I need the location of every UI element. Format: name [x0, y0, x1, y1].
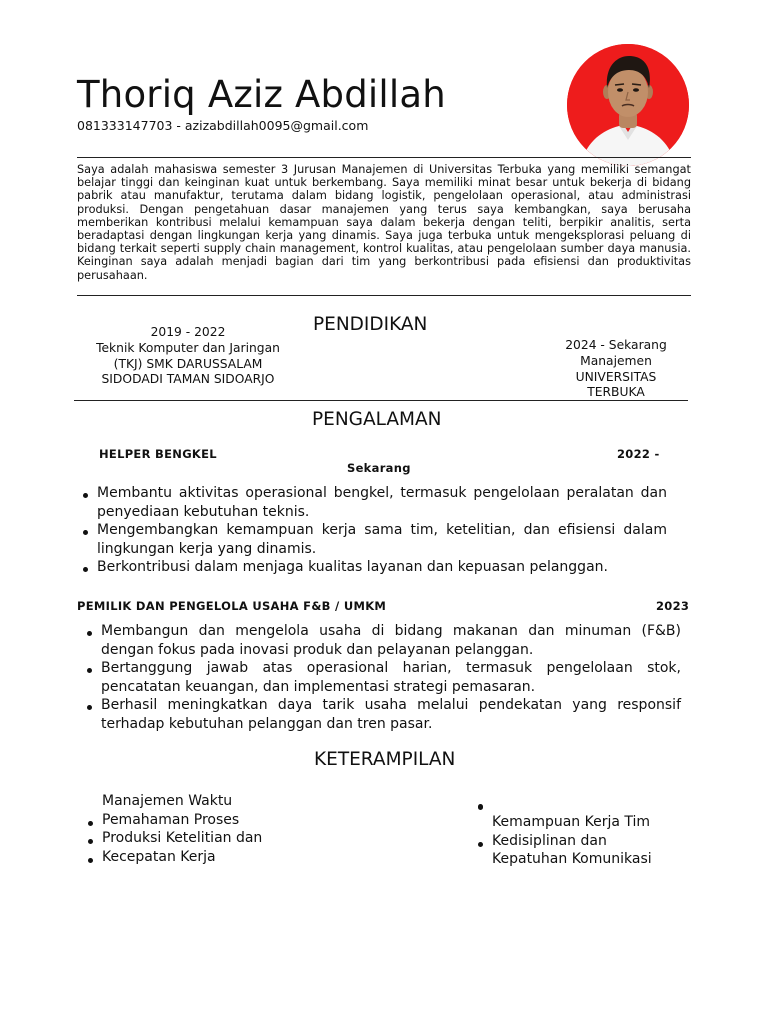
list-item: Membantu aktivitas operasional bengkel, termasuk pengelolaan peralatan dan penyediaan kebutuhan teknis.	[97, 484, 667, 521]
skill-item	[492, 794, 652, 813]
list-item: Bertanggung jawab atas operasional harian, termasuk pengelolaan stok, pencatatan keuangan, dan implementasi strategi pemasaran.	[101, 659, 681, 696]
job-years: 2022 -	[617, 447, 660, 461]
education-years: 2024 - Sekarang	[565, 338, 667, 352]
education-detail: SIDODADI TAMAN SIDOARJO	[101, 372, 275, 387]
job1-duties	[97, 484, 667, 577]
job2-duties	[101, 622, 681, 734]
job-title-helper-bengkel: HELPER BENGKEL	[99, 447, 217, 461]
skills-heading: KETERAMPILAN	[314, 749, 456, 770]
job-title-umkm: PEMILIK DAN PENGELOLA USAHA F&B / UMKM	[77, 599, 387, 613]
education-detail: UNIVERSITAS	[575, 369, 657, 384]
education-heading: PENDIDIKAN	[313, 314, 428, 335]
summary-divider	[77, 295, 691, 296]
contact-info: 081333147703 - azizabdillah0095@gmail.com	[77, 118, 369, 133]
education-detail: (TKJ) SMK DARUSSALAM	[113, 356, 263, 371]
skill-item: Kecepatan Kerja	[102, 848, 262, 867]
job-years-continued: Sekarang	[347, 461, 411, 475]
skills-right-column	[492, 794, 652, 869]
skill-item: Pemahaman Proses	[102, 811, 262, 830]
candidate-name: Thoriq Aziz Abdillah	[77, 73, 446, 116]
education-detail: TERBUKA	[587, 385, 645, 400]
profile-summary: Saya adalah mahasiswa semester 3 Jurusan Manajemen di Universitas Terbuka yang memiliki semangat belajar tinggi dan keinginan kuat untuk berkembang. Saya memiliki minat besar untuk bekerja di bidang pabrik atau manufaktur, terutama dalam bidang logistik, pengelolaan operasional, atau administrasi produksi. Dengan pengetahuan dasar manajemen yang terus saya kembangkan, saya berusaha memberikan kontribusi melalui kemampuan saya dalam bekerja dengan teliti, berpikir analitis, serta beradaptasi dengan lingkungan kerja yang dinamis. Saya juga terbuka untuk mengeksplorasi peluang di bidang terkait seperti supply chain management, kontrol kualitas, atau pengelolaan sumber daya manusia. Keinginan saya adalah menjadi bagian dari tim yang berkontribusi pada efisiensi dan produktivitas perusahaan.	[77, 163, 691, 282]
education-years: 2019 - 2022	[150, 325, 226, 339]
experience-heading: PENGALAMAN	[312, 409, 442, 430]
education-divider	[74, 400, 688, 401]
education-entry-smk	[78, 325, 298, 388]
list-item: Berkontribusi dalam menjaga kualitas layanan dan kepuasan pelanggan.	[97, 558, 667, 577]
list-item: Membangun dan mengelola usaha di bidang makanan dan minuman (F&B) dengan fokus pada inovasi produk dan pelayanan pelanggan.	[101, 622, 681, 659]
education-detail: Manajemen	[580, 353, 652, 368]
list-item: Mengembangkan kemampuan kerja sama tim, ketelitian, dan efisiensi dalam lingkungan kerja yang dinamis.	[97, 521, 667, 558]
skill-item: Kepatuhan Komunikasi	[492, 851, 652, 868]
education-entry-university	[558, 338, 674, 401]
person-portrait-icon	[567, 44, 689, 166]
skill-item: Kemampuan Kerja Tim	[492, 813, 652, 832]
job-years: 2023	[656, 599, 690, 613]
list-item: Berhasil meningkatkan daya tarik usaha melalui pendekatan yang responsif terhadap kebutuhan pelanggan dan tren pasar.	[101, 696, 681, 733]
skill-item: Produksi Ketelitian dan	[102, 829, 262, 848]
skills-left-column	[102, 792, 262, 866]
education-detail: Teknik Komputer dan Jaringan	[96, 340, 280, 355]
skill-item: Kedisiplinan dan	[492, 832, 652, 851]
skill-item: Manajemen Waktu	[102, 793, 233, 809]
profile-photo	[567, 44, 689, 166]
header-divider	[77, 157, 691, 158]
